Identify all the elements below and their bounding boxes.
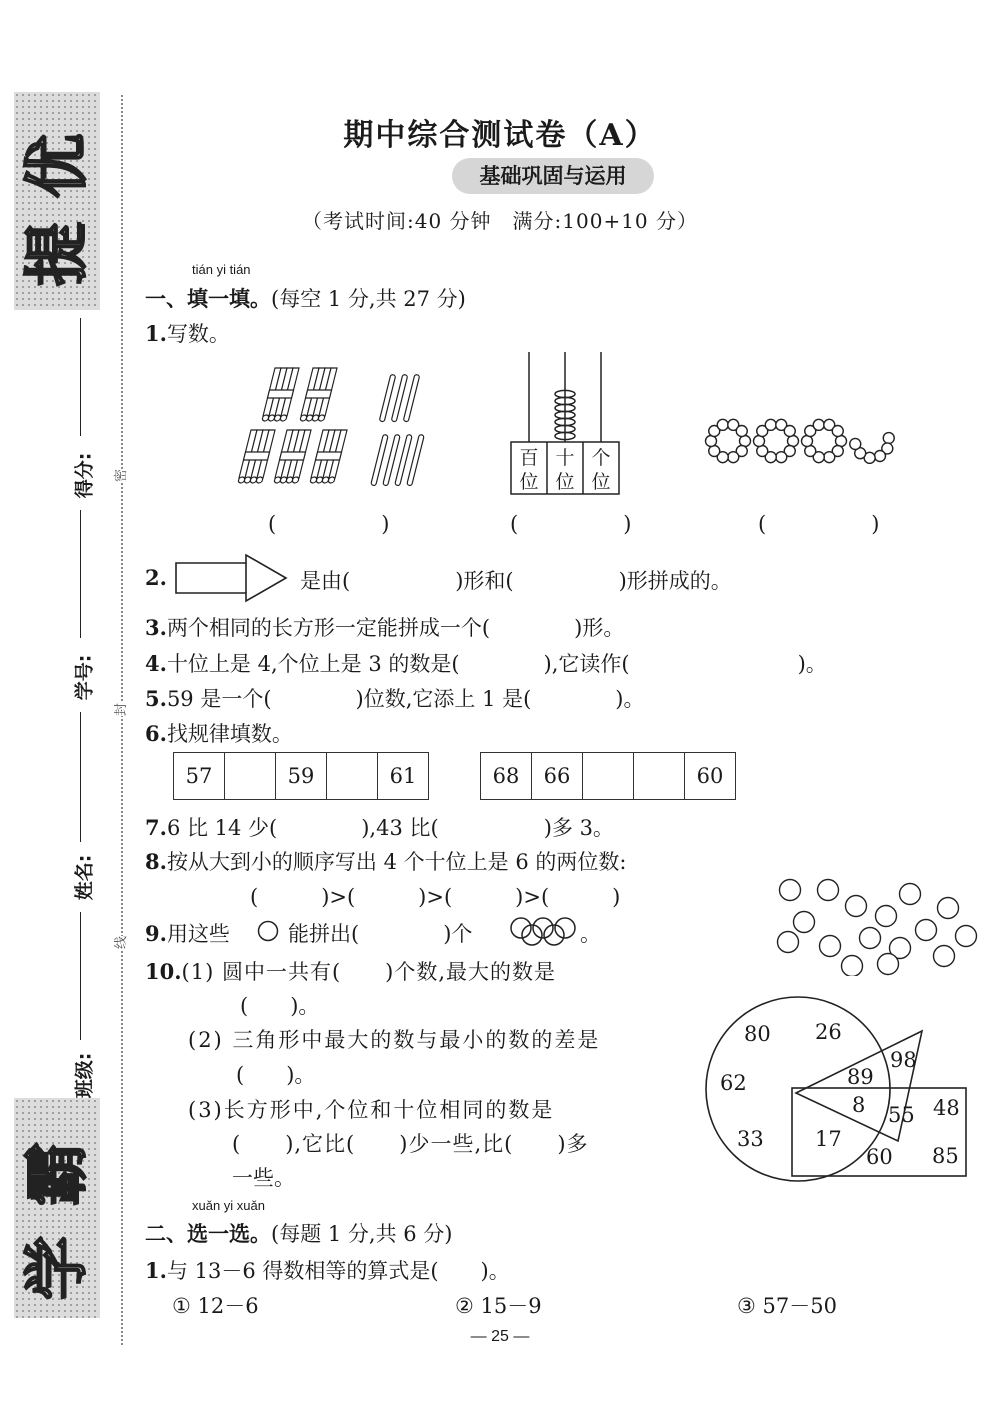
bead xyxy=(784,426,795,437)
q1-answer-blank-2[interactable]: ( ) xyxy=(510,512,632,536)
q4-number: 4. xyxy=(145,651,167,676)
bead xyxy=(874,451,885,462)
q3-text: 两个相同的长方形一定能拼成一个( )形。 xyxy=(166,616,625,640)
class-label: 班级: xyxy=(73,1052,96,1099)
score-label: 得分: xyxy=(73,452,96,499)
seq1-cell: 61 xyxy=(378,753,429,800)
q10-p2b[interactable]: ( )。 xyxy=(236,1063,316,1087)
option-2[interactable]: ② 15－9 xyxy=(455,1294,542,1318)
q4 xyxy=(145,648,827,678)
scatter-circle xyxy=(820,936,841,957)
bead xyxy=(776,452,787,463)
q7-text: 6 比 14 少( ),43 比( )多 3。 xyxy=(166,816,614,840)
s2-q1-text: 与 13－6 得数相等的算式是( )。 xyxy=(166,1259,510,1283)
bead xyxy=(850,438,861,449)
q7 xyxy=(145,812,614,842)
diagram-number: 26 xyxy=(815,1020,842,1044)
q10-p1a-text: (1) 圆中一共有( )个数,最大的数是 xyxy=(181,960,557,984)
diagram-number: 98 xyxy=(890,1048,917,1072)
bead xyxy=(883,433,894,444)
bead xyxy=(832,426,843,437)
seal-char-feng: 封 xyxy=(110,703,129,716)
brand-bottom-char-1: 学 xyxy=(21,1236,95,1300)
q1-answer-blank-1[interactable]: ( ) xyxy=(268,512,390,536)
q8 xyxy=(145,846,626,876)
q5-text: 59 是一个( )位数,它添上 1 是( )。 xyxy=(166,687,645,711)
section2-title: 二、选一选。 xyxy=(145,1221,271,1246)
seq1-cell-blank[interactable] xyxy=(327,753,378,800)
subtitle-badge: 基础巩固与运用 xyxy=(452,158,654,194)
section1-pinyin: tián yi tián xyxy=(192,262,251,277)
q9-text-b: 能拼出( )个 xyxy=(288,922,473,946)
seq2-cell: 60 xyxy=(685,753,736,800)
seq2-cell: 66 xyxy=(532,753,583,800)
q7-number: 7. xyxy=(145,815,167,840)
sidebar-rule-2 xyxy=(80,510,81,638)
q1 xyxy=(145,318,230,348)
scattered-circles-image xyxy=(770,876,980,976)
q8-number: 8. xyxy=(145,849,167,874)
bead xyxy=(813,419,824,430)
diagram-number: 33 xyxy=(737,1127,764,1151)
scatter-circle xyxy=(842,956,863,977)
q6 xyxy=(145,718,293,748)
seq2-cell-blank[interactable] xyxy=(583,753,634,800)
scatter-circle xyxy=(956,926,977,947)
s2-q1-number: 1. xyxy=(145,1258,167,1283)
name-label: 姓名: xyxy=(73,854,96,901)
q10-p2a: (2) 三角形中最大的数与最小的数的差是 xyxy=(188,1028,601,1052)
page-title: 期中综合测试卷（A） xyxy=(343,118,657,153)
option-3[interactable]: ③ 57－50 xyxy=(737,1294,837,1318)
brand-top-char-1: 提 xyxy=(21,222,95,286)
section2-note: (每题 1 分,共 6 分) xyxy=(271,1222,453,1246)
abacus-label-hundreds-1: 百 xyxy=(519,447,539,469)
diagram-number: 89 xyxy=(847,1065,874,1089)
scatter-circle xyxy=(778,932,799,953)
q8-answer-line[interactable]: ( )>( )>( )>( ) xyxy=(250,885,621,909)
page-number: — 25 — xyxy=(470,1328,530,1345)
q10-p3c: 一些。 xyxy=(232,1166,295,1190)
section1-heading xyxy=(145,283,466,313)
q10-p3a: (3)长方形中,个位和十位相同的数是 xyxy=(188,1098,555,1122)
scatter-circle xyxy=(780,880,801,901)
q9-number: 9. xyxy=(145,921,167,946)
seal-dotted-line xyxy=(121,95,123,1345)
diagram-number: 80 xyxy=(744,1022,771,1046)
abacus-label-hundreds-2: 位 xyxy=(519,471,539,493)
seq1-cell: 59 xyxy=(276,753,327,800)
diagram-number: 55 xyxy=(888,1103,915,1127)
section1-note: (每空 1 分,共 27 分) xyxy=(271,287,466,311)
brand-bottom-char-2: 霸 xyxy=(21,1142,95,1206)
diagram-number: 8 xyxy=(852,1093,866,1117)
seq1-cell-blank[interactable] xyxy=(225,753,276,800)
arrow-shape-icon xyxy=(174,553,290,603)
q2-number: 2. xyxy=(145,565,167,590)
option-1[interactable]: ① 12－6 xyxy=(172,1294,259,1318)
scatter-circle xyxy=(934,946,955,967)
brand-top-char-2: 优 xyxy=(21,134,95,198)
q6-number: 6. xyxy=(145,721,167,746)
abacus-label-tens-1: 十 xyxy=(555,447,575,469)
stick-bundles-image xyxy=(235,360,435,500)
seq2-cell: 68 xyxy=(481,753,532,800)
scatter-circle xyxy=(860,928,881,949)
seal-char-mi: 密 xyxy=(110,469,129,482)
exam-info: （考试时间:40 分钟 满分:100+10 分） xyxy=(301,209,699,233)
q6-text: 找规律填数。 xyxy=(166,722,293,746)
q2-number-wrap xyxy=(145,565,167,590)
diagram-number: 48 xyxy=(933,1096,960,1120)
bead xyxy=(717,419,728,430)
q10-number: 10. xyxy=(145,959,182,984)
section2-heading xyxy=(145,1218,452,1248)
q8-text: 按从大到小的顺序写出 4 个十位上是 6 的两位数: xyxy=(166,850,627,874)
bead xyxy=(736,426,747,437)
q5-number: 5. xyxy=(145,686,167,711)
abacus-label-tens-2: 位 xyxy=(555,471,575,493)
scatter-circle xyxy=(876,906,897,927)
section2-pinyin: xuǎn yi xuǎn xyxy=(192,1198,265,1213)
q9-text-c: 。 xyxy=(580,922,601,946)
seal-char-xian: 线 xyxy=(110,936,129,949)
diagram-number: 85 xyxy=(932,1144,959,1168)
olympic-rings-icon xyxy=(505,915,583,947)
q1-number: 1. xyxy=(145,321,167,346)
scatter-circle xyxy=(878,954,899,975)
diagram-number: 17 xyxy=(815,1127,842,1151)
s2-q1 xyxy=(145,1255,510,1285)
q1-answer-blank-3[interactable]: ( ) xyxy=(758,512,880,536)
q9-text-a: 用这些 xyxy=(166,922,230,946)
q3 xyxy=(145,612,624,642)
q10-p3b[interactable]: ( ),它比( )少一些,比( )多 xyxy=(232,1132,589,1156)
sidebar-rule-4 xyxy=(80,912,81,1040)
q4-text: 十位上是 4,个位上是 3 的数是( ),它读作( )。 xyxy=(166,652,827,676)
bead-rings-image xyxy=(700,405,900,475)
q10-p1a xyxy=(145,956,556,986)
scatter-circle xyxy=(900,884,921,905)
bead xyxy=(824,452,835,463)
abacus-label-ones-2: 位 xyxy=(591,471,611,493)
q10-p1b[interactable]: ( )。 xyxy=(240,994,320,1018)
sidebar-rule-3 xyxy=(80,712,81,842)
section1-title: 一、填一填。 xyxy=(145,286,271,311)
sequence-table-1 xyxy=(173,752,429,800)
abacus-label-ones-1: 个 xyxy=(591,447,611,469)
sidebar-rule-1 xyxy=(80,318,81,436)
q5 xyxy=(145,683,645,713)
scatter-circle xyxy=(938,898,959,919)
bead xyxy=(765,419,776,430)
sequence-table-2 xyxy=(480,752,736,800)
student-id-label: 学号: xyxy=(73,654,96,701)
q2-text: 是由( )形和( )形拼成的。 xyxy=(300,569,732,593)
diagram-number: 62 xyxy=(720,1071,747,1095)
scatter-circle xyxy=(846,896,867,917)
seq1-cell: 57 xyxy=(174,753,225,800)
q9 xyxy=(145,918,230,948)
seq2-cell-blank[interactable] xyxy=(634,753,685,800)
q3-number: 3. xyxy=(145,615,167,640)
circle-icon xyxy=(256,919,280,943)
scatter-circle xyxy=(818,880,839,901)
bead xyxy=(728,452,739,463)
diagram-number: 60 xyxy=(866,1145,893,1169)
q1-text: 写数。 xyxy=(166,322,230,346)
scatter-circle xyxy=(794,912,815,933)
scatter-circle xyxy=(916,920,937,941)
